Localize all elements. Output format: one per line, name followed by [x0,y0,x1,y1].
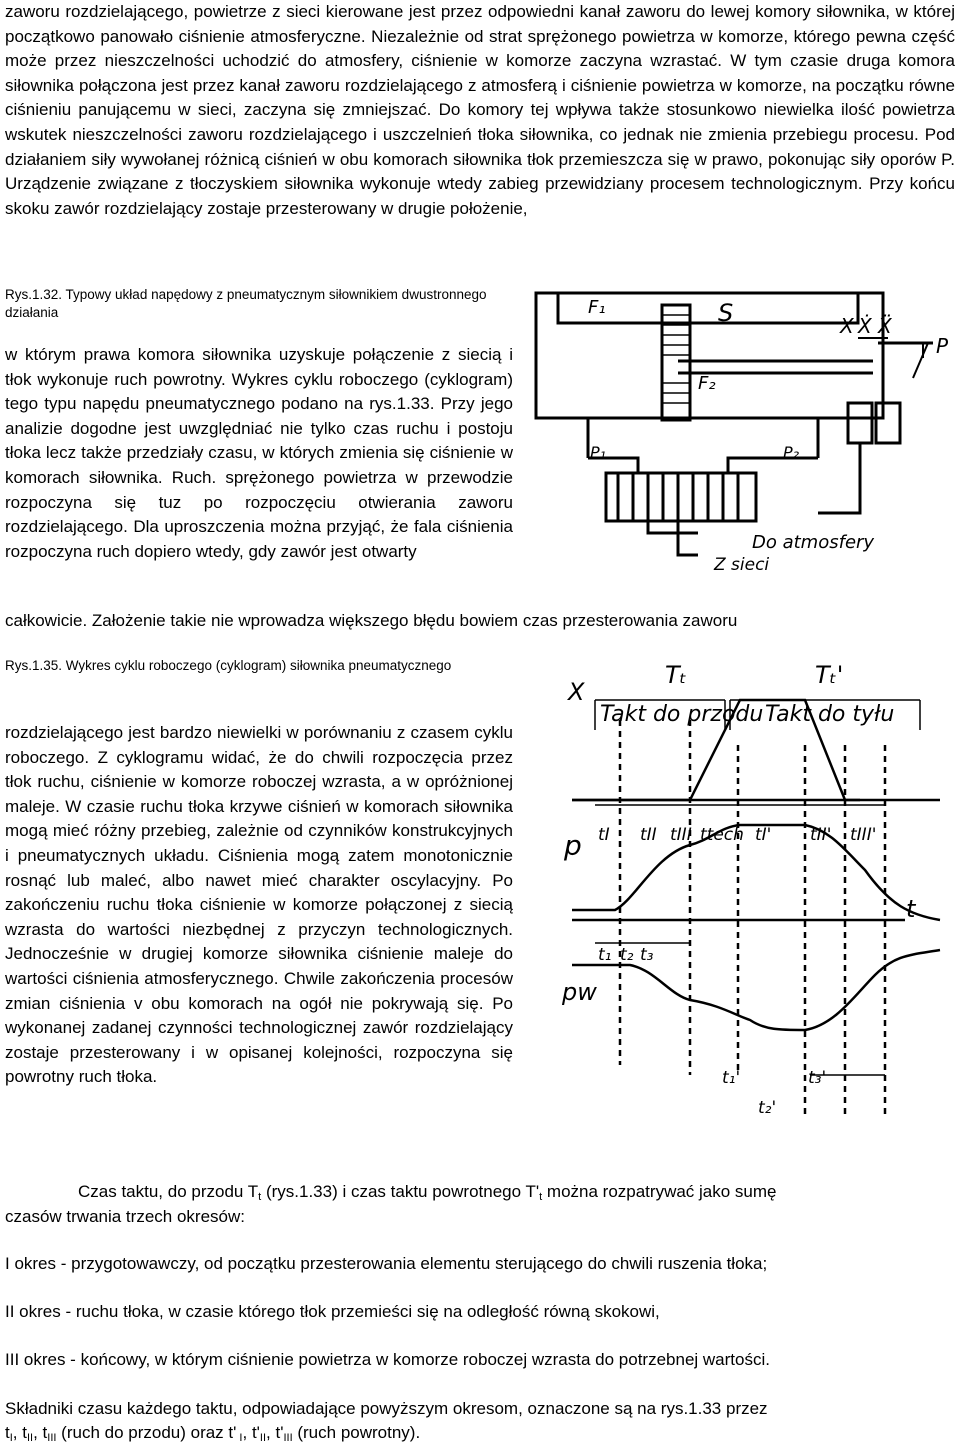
label-t3: tIII [670,825,692,845]
last-line [5,1421,420,1450]
czas-a: Czas taktu, do przodu T [78,1182,259,1201]
paragraph-top-text: zaworu rozdzielającego, powietrze z sieci kierowane jest przez odpowiedni kanał zaworu do lewej komory siłownika, w której początkowo panowało ciśnienie atmosferyczne. Niezależnie od strat sprężonego powietrza w komorze, którego pewna część może przez nieszczelności uchodzić do atmosfery, ciśnienie w komorze zaczyna wzrastać. W tym czasie druga komora siłownika połączona jest przez kanał zaworu rozdzielającego z atmosferą i ciśnienie powietrza w komorze, na początku równe ciśnieniu panującemu w sieci, zaczyna się zmniejszać. Do komory tej wpływa także stosunkowo niewielka ilość powietrza wskutek nieszczelności zaworu rozdzielającego i uszczelnień tłoka siłownika, co jednak nie zmienia przebiegu procesu. Pod działaniem siły wywołanej różnicą ciśnień w obu komorach siłownika tłok przemieszcza się w prawo, pokonując siły oporów P. Urządzenie związane z tłoczyskiem siłownika wykonuje wtedy zabieg przewidziany procesem technologicznym. [5,2,955,194]
czas-line-2: czasów trwania trzech okresów: [5,1207,245,1226]
label-atmosfery: Do atmosfery [752,532,875,553]
paragraph-lower-last: powrotny ruch tłoka. [5,1067,158,1087]
last-s6: III [283,1432,293,1444]
czas-c: można rozpatrywać jako sumę [542,1182,777,1201]
last-s3: III [47,1432,57,1444]
last-b: , t [12,1423,27,1442]
label-t-axis: t [906,895,916,923]
last-s2: II [26,1432,34,1444]
label-t1-prime: tI' [755,825,772,845]
label-lower-t1: t₁ [598,945,612,965]
last-s4: I [236,1432,243,1444]
last-s1: I [9,1432,13,1444]
label-x: X [840,314,854,338]
label-t3-prime: tIII' [850,825,877,845]
label-pw: pw [562,978,597,1006]
okres-2: II okres - ruchu tłoka, w czasie którego tłok przemieści się na odległość równą skokowi, [5,1302,660,1321]
label-takt-tyl: Takt do tyłu [765,702,895,727]
last-c: , t [33,1423,48,1442]
czas-b: (rys.1.33) i czas taktu powrotnego T' [261,1182,540,1201]
label-bottom-t2: t₂' [758,1098,777,1118]
label-bottom-t3: t₃' [808,1068,827,1088]
paragraph-lower-text: rozdzielającego jest bardzo niewielki w porównaniu z czasem cyklu roboczego. Z cyklogramu widać, że do chwili rozpoczęcia przez tłok ruchu, ciśnienie w komorze roboczej wzrasta, a w opróżnionej maleje. W czasie ruchu tłoka krzywe ciśnień w komorach siłownika mogą mieć różny przebieg, zależnie od czynników konstrukcyjnych i pneumatycznych układu. Ciśnienia mogą zatem monotonicznie rosnąć lub maleć, albo nawet mieć charakter oscylacyjny. Po zakończeniu ruchu tłoka ciśnienie w komorze połączonej z siecią wzrasta do wartości niezbędnej z przyczyn technologicznych. Jednocześnie w drugiej komorze siłownika ciśnienie maleje do wartości ciśnienia atmosferycznego. Chwile zakończenia procesów zmian ciśnienia v obu komorach na ogół nie pokrywają się. Po wykonanej zadanej czynności technologicznej zawór rozdzielający zostaje przesterowany i w opisanej kolejności, rozpoczyna się [5,723,513,1062]
label-ttech: ttech [700,825,744,845]
label-p-axis: p [564,829,582,862]
skladniki-line: Składniki czasu każdego taktu, odpowiadające powyższym okresom, oznaczone są na rys.1.33 przez [5,1399,768,1418]
figure-32-diagram [528,283,958,583]
last-e: , t' [242,1423,260,1442]
label-xdot: Ẋ [858,314,872,338]
label-xddot: Ẍ [878,314,892,338]
label-sieci: Z sieci [714,555,770,575]
paragraph-top-last: Przy końcu skoku zawór rozdzielający zostaje przesterowany w drugie położenie, [5,174,955,218]
paragraph-top [5,0,955,221]
label-s: S [718,299,734,327]
label-t2-prime: tII' [810,825,832,845]
figure-32-caption: Rys.1.32. Typowy układ napędowy z pneumatycznym siłownikiem dwustronnego działania [5,287,487,320]
label-lower-t3: t₃ [640,945,654,965]
line-full: całkowicie. Założenie takie nie wprowadza większego błędu bowiem czas przesterowania zaworu [5,611,738,630]
label-f1: F₁ [588,297,606,318]
last-g: (ruch powrotny). [292,1423,421,1442]
label-t2: tII [640,825,657,845]
paragraph-mid: w którym prawa komora siłownika uzyskuje połączenie z siecią i tłok wykonuje ruch powrotny. Wykres cyklu roboczego (cyklogram) tego typu napędu pneumatycznego podano na rys.1.33. Przy jego analizie dogodne jest uwzględniać nie tylko czas ruchu i postoju tłoka lecz także przedziały czasu, w których zmienia się ciśnienie w komorach siłownika. Ruch. sprężonego powietrza w przewodzie rozpoczyna się tuz po rozpoczęciu otwierania zaworu rozdzielającego. Dla uproszczenia można przyjąć, że fala ciśnienia rozpoczyna ruch dopiero wtedy, gdy zawór jest otwarty [5,345,513,561]
figure-35-cyclogram [560,655,955,1125]
label-p2: P₂ [783,443,800,462]
czas-sub1: t [258,1191,262,1203]
label-p: P [936,334,949,358]
last-d: (ruch do przodu) oraz t' [56,1423,237,1442]
okres-3: III okres - końcowy, w którym ciśnienie powietrza w komorze roboczej wzrasta do potrzebnej wartości. [5,1350,770,1369]
label-takt-przod: Takt do przodu [600,702,764,727]
okres-1: I okres - przygotowawczy, od początku przesterowania elementu sterującego do chwili ruszenia tłoka; [5,1254,768,1273]
figure-35-caption: Rys.1.35. Wykres cyklu roboczego (cyklogram) siłownika pneumatycznego [5,658,452,673]
label-tt: Tₜ [665,661,687,689]
label-bottom-t1: t₁' [722,1068,741,1088]
last-s5: II [259,1432,267,1444]
label-t1: tI [598,825,610,845]
label-p1: P₁ [590,443,607,462]
label-f2: F₂ [698,373,716,394]
label-x-axis: X [568,678,585,706]
czas-sub2: t [539,1191,543,1203]
last-a: t [5,1423,10,1442]
last-f: , t' [266,1423,284,1442]
label-tt-prime: Tₜ' [815,661,844,689]
label-lower-t2: t₂ [620,945,634,965]
paragraph-lower [5,721,513,1090]
